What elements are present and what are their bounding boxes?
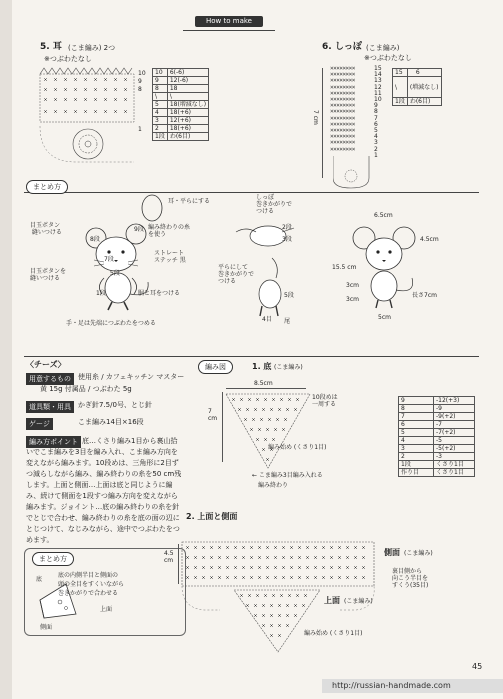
matome-flat-note: 平らにして 巻きかがりで つける [218,264,255,286]
matome-mid-row-2: 2段 [282,224,292,231]
matome-nose-button: 目玉ボタンを 縫いつける [30,268,67,283]
matome-row-8: 8段 [90,236,100,243]
ear-row-10: 10 [138,70,146,77]
side-label: 側面 [384,548,400,557]
matome-row-7: 7段 [104,256,114,263]
dim-ear-height: 4.5cm [420,236,439,243]
cheese-title: 〈チーズ〉 [26,360,66,369]
matome-row-9: 9段 [134,226,144,233]
page-header: How to make [195,16,263,27]
bottom-triangle-graphic [224,392,314,472]
bottom-width: 8.5cm [254,380,273,387]
cheese-gauge: こま編み14目×16段 [78,418,144,426]
dim-total-height: 15.5 cm [332,264,357,271]
top-side-height: 4.5 cm [164,550,174,565]
cheese-materials-line1: 使用糸 / カフェキッチン マスター [78,373,185,381]
top-side-title: 2. 上面と側面 [186,512,238,521]
page-edge [0,0,12,699]
top-start-note: 編み始め (くさり1目) [304,630,363,637]
top-side-height-line [178,544,179,584]
matome-row-5: 5段 [110,270,120,277]
amizu-label: 編み図 [198,360,233,374]
matome2-top: 上面 [100,606,113,613]
ear-row-8: 8 [138,86,142,93]
cheese-tag-materials: 用意するもの [26,373,74,385]
tail-chart-base [333,156,373,194]
bottom-height-line [222,392,223,462]
bottom-direction-note: ← こま編み3目編み入れる [252,472,323,479]
matome-straight: ストレート ステッチ 黒 [154,250,186,265]
tail-chart: ×××××××× ×××××××× ×××××××× ×××××××× ×××××××× ×××××××× ×××××××× ×××××××× ×××××××× ×××××××× ×××××××× ×××××××× ×××××××× ×××××××× [330,65,355,153]
bottom-subtitle: (こま編み) [274,364,303,371]
matome2-line3: 巻きかがりで合わせる [58,590,119,597]
header-rule [183,30,275,31]
dim-tail-length: 長さ7cm [412,292,437,299]
tail-note: ※つぶわたなし [364,54,412,62]
matome-eye-button: 目玉ボタン 縫いつける [30,222,62,237]
matome-tail-note: しっぽ 巻きかがりで つける [256,194,293,216]
matome-mid-row-4: 4目 [262,316,272,323]
bottom-start-note: 編み始め (くさり1目) [268,444,327,451]
matome-start-end: 編み終わりの糸 を使う [148,224,191,239]
matome-mid-row-5: 5段 [284,292,294,299]
ear-row-9: 9 [138,78,142,85]
matome2-label: まとめ方 [32,552,74,566]
dim-width: 6.5cm [374,212,393,219]
tail-row-numbers: 15 14 13 12 11 10 9 8 7 6 5 4 3 2 1 [374,65,382,159]
page-number: 45 [472,662,483,671]
matome-limbs: 手・足は先端につぶわたをつめる [66,320,156,327]
ear-row-1: 1 [138,126,142,133]
tail-table: 15 6 \ (増減なし) 1段 わ(6目) [392,68,442,106]
top-sublabel: (こま編み) [344,598,373,605]
matome2-bottom: 底 [36,576,43,583]
bottom-row-table [398,396,475,477]
bottom-row10-note: 10段めは 一周する [312,394,338,409]
side-sublabel: (こま編み) [404,550,433,557]
cheese-tools: かぎ針7.5/0号、とじ針 [78,401,152,409]
dim-head-height: 3cm [346,282,359,289]
matome-ear-note: 耳・平らにする [168,198,211,205]
tail-ring-graphic [333,156,373,190]
matome2-line1: 底の内側半目と側面の [58,572,119,579]
cheese-tag-point: 編み方ポイント [26,436,81,448]
mouse-back-illustration [250,252,300,326]
ear-subtitle: (こま編み) 2つ [68,44,116,52]
top-label: 上面 [324,596,340,605]
tail-title: 6. しっぽ [322,42,362,52]
cheese-rule [24,356,479,357]
matome-label: まとめ方 [26,180,68,194]
cheese-point-text: 底…くさり編み1目から裏山拾いでこま編みを3目を編み入れ、こま編み方向を変えながら編みます。10段めは、三角形に2目ずつ減らしながら編み、編み終わりの糸を50 cm残します。上面と側面…上面は底と同じように編み、続けて側面を1段すつ編み方向を変えながら編みます。ジョイント…底の編み終わりの糸を針でとじで合わせ、編み終わりの糸を底の面の辺にとじつけて、なじみながら、途中でつぶわたをつめます。 [26,437,182,544]
bottom-triangle-chart [224,392,314,476]
bottom-table: 9 -12(+3) 8 -9 7 -9(+2) 6 -7 5 -7(+2) 4 -5 3 -5(+2) 2 -3 1段 くさり1目 作り目 くさり1目 [398,396,475,477]
matome-mid-row-3: 3段 [282,236,292,243]
tail-length-line [322,68,323,178]
ear-title: 5. 耳 [40,42,62,52]
cheese-materials-line2: 黄 15g 付属品 / つぶわた 5g [40,385,132,393]
ear-row-table [152,68,209,141]
tail-length-label: 7 cm [312,110,320,125]
matome-row-1: 1段 [96,290,106,297]
matome2-line2: 頭の全目をすくいながら [58,581,125,588]
ear-table: 10 6(-6) 9 12(-6) 8 18 \ \ 5 18(増減なし) 4 18(+6) 3 12(+6) 2 18(+6) 1段 わ(6目) [152,68,209,141]
bottom-end-note: 編み終わり [258,482,289,489]
mouse-back-graphic [250,252,300,322]
tail-subtitle: (こま編み) [366,44,400,52]
cheese-tag-gauge: ゲージ [26,418,53,430]
ear-chart [36,66,136,166]
tail-row-table [392,68,442,106]
bottom-width-line [226,388,306,389]
reverse-note: 裏目側から 向こう半目を すくう(35目) [392,568,429,590]
bottom-height: 7 cm [208,408,218,423]
ear-note: ※つぶわたなし [44,55,92,63]
watermark[interactable]: http://russian-handmade.com [332,681,451,690]
dim-body-height: 3cm [346,296,359,303]
matome2-side: 側面 [40,624,53,631]
ear-chart-graphic [36,66,136,166]
matome-body-sew: 胴と耳をつける [138,290,181,297]
matome-tail-label: 尾 [284,318,291,325]
dim-body-width: 5cm [378,314,391,321]
bottom-title: 1. 底 [252,362,272,371]
cheese-tag-tools: 道具類・用具 [26,401,74,413]
